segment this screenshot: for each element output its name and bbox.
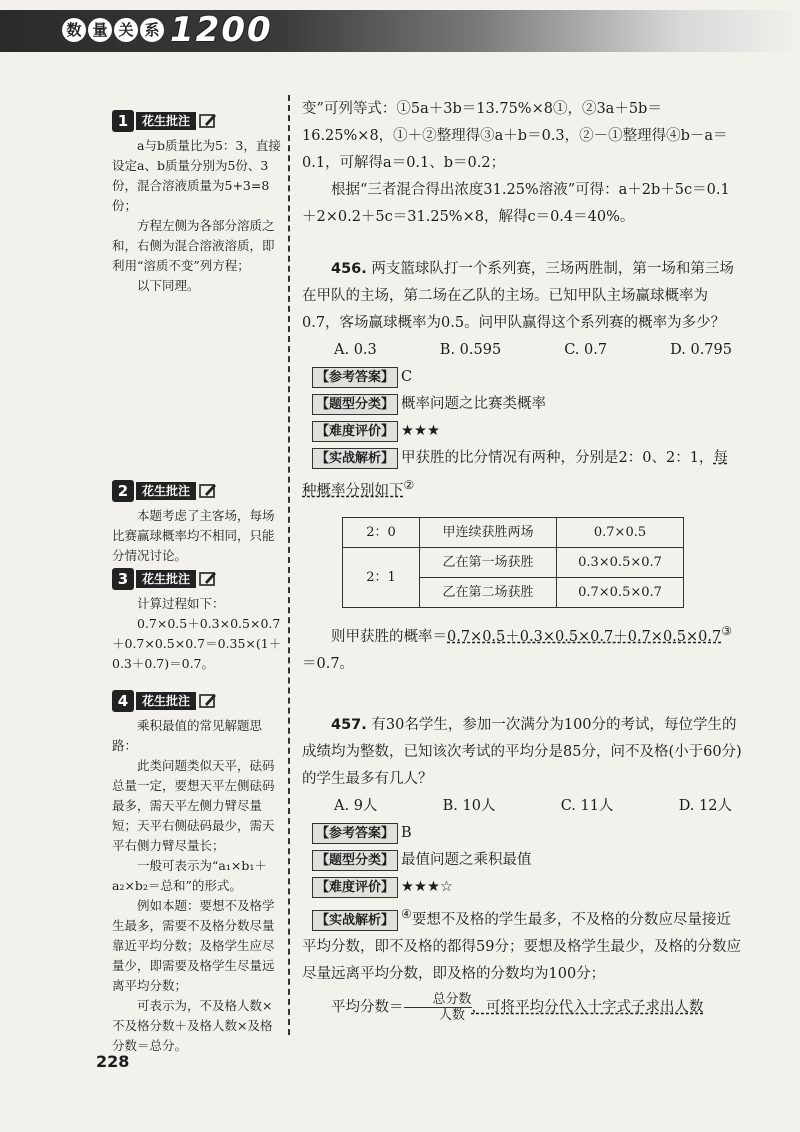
note-label: 花生批注	[136, 570, 196, 588]
options-row	[302, 793, 742, 820]
analysis-tag: 【实战解析】	[312, 448, 398, 469]
difficulty-tag: 【难度评价】	[312, 421, 398, 442]
difficulty-stars: ★★★	[401, 423, 441, 439]
note-ref: ④	[401, 907, 412, 921]
note-badge	[112, 110, 282, 132]
note-number: 2	[112, 480, 134, 502]
answer-tag: 【参考答案】	[312, 367, 398, 388]
table-cell: 乙在第一场获胜	[420, 547, 557, 577]
note-paragraph: a与b质量比为5：3，直接设定a、b质量分别为5份、3份，混合溶液质量为5+3=8份；	[112, 138, 281, 213]
note-paragraph: 此类问题类似天平，砝码总量一定，要想天平左侧砝码最多，需天平左侧力臂尽量短；天平右侧砝码最少，需天平右侧力臂尽量长；	[112, 758, 275, 853]
note-badge	[112, 568, 282, 590]
note-badge	[112, 480, 282, 502]
header-number: 1200	[170, 10, 273, 50]
table-cell: 0.7×0.5×0.7	[557, 577, 684, 607]
question-number: 457.	[331, 717, 367, 733]
note-badge	[112, 690, 282, 712]
note-number: 3	[112, 568, 134, 590]
answer-value: B	[401, 825, 412, 841]
table-cell: 甲连续获胜两场	[420, 517, 557, 547]
result-value: ＝0.7。	[302, 655, 355, 672]
analysis-text: 甲获胜的比分情况有两种，分别是2：0、2：1，	[401, 450, 714, 466]
fraction-denominator: 人数	[439, 1007, 466, 1023]
option: D. 0.795	[670, 342, 732, 358]
question-stem: 两支篮球队打一个系列赛，三场两胜制，第一场和第三场在甲队的主场，第二场在乙队的主场。已知甲队主场赢球概率为0.7，客场赢球概率为0.5。问甲队赢得这个系列赛的概率为多少？	[302, 261, 734, 331]
note-ref: ③	[721, 623, 733, 638]
fraction	[404, 992, 472, 1023]
pen-icon	[199, 570, 217, 588]
continuation-text: 变”可列等式：①5a＋3b＝13.75%×8①，②3a＋5b＝16.25%×8，①＋②整理得③a＋b＝0.3，②－①整理得④b－a＝0.1，可解得a＝0.1、b＝0.2；	[302, 101, 728, 171]
header-title	[62, 10, 273, 50]
note-paragraph: 一般可表示为“a₁×b₁＋a₂×b₂＝总和”的形式。	[112, 858, 267, 893]
column-divider	[288, 95, 290, 1035]
note-paragraph: 0.7×0.5＋0.3×0.5×0.7＋0.7×0.5×0.7＝0.35×(1＋0.3＋0.7)＝0.7。	[112, 616, 282, 671]
note-label: 花生批注	[136, 482, 196, 500]
type-tag: 【题型分类】	[312, 394, 398, 415]
fraction-numerator: 总分数	[404, 992, 472, 1008]
note-paragraph: 例如本题：要想不及格学生最多，需要不及格分数尽量靠近平均分数；及格学生应尽量少，即需要及格学生尽量远离平均分数；	[112, 898, 275, 993]
table-cell: 乙在第二场获胜	[420, 577, 557, 607]
header-subtitle-char: 量	[88, 18, 112, 42]
option: A. 9人	[334, 798, 378, 814]
sidebar-note-1	[112, 110, 282, 296]
difficulty-tag: 【难度评价】	[312, 877, 398, 898]
sidebar-note-2	[112, 480, 282, 566]
note-number: 4	[112, 690, 134, 712]
question-number: 456.	[331, 261, 367, 277]
formula-lhs: 平均分数＝	[331, 999, 404, 1016]
score-table	[342, 517, 684, 608]
options-row	[302, 337, 742, 364]
analysis-underlined: 每种概率分别如下	[302, 450, 728, 499]
option: B. 0.595	[439, 342, 502, 358]
continuation-block	[302, 96, 742, 231]
analysis-tag: 【实战解析】	[312, 910, 398, 931]
pen-icon	[199, 112, 217, 130]
table-cell: 2：0	[343, 517, 420, 547]
type-tag: 【题型分类】	[312, 850, 398, 871]
difficulty-stars: ★★★☆	[401, 879, 454, 895]
question-stem: 有30名学生，参加一次满分为100分的考试，每位学生的成绩均为整数，已知该次考试的平均分是85分，问不及格(小于60分)的学生最多有几人？	[302, 717, 742, 787]
header-subtitle-char: 关	[114, 18, 138, 42]
type-value: 最值问题之乘积最值	[401, 852, 532, 868]
header-subtitle-char: 数	[62, 18, 86, 42]
analysis-text: 要想不及格的学生最多，不及格的分数应尽量接近平均分数，即不及格的都得59分；要想及格学生最少，及格的分数应尽量远离平均分数，即及格的分数均为100分；	[302, 911, 741, 982]
formula-tail: ，可将平均分代入十字式子求出人数	[471, 999, 704, 1016]
result-formula: 0.7×0.5＋0.3×0.5×0.7＋0.7×0.5×0.7	[447, 628, 722, 645]
option: C. 0.7	[564, 342, 608, 358]
table-cell: 0.3×0.5×0.7	[557, 547, 684, 577]
continuation-text: 根据“三者混合得出浓度31.25%溶液”可得：a＋2b＋5c＝0.1＋2×0.2＋5c＝31.25%×8，解得c＝0.4＝40%。	[302, 182, 730, 225]
table-row	[343, 517, 684, 547]
question-456	[302, 256, 742, 678]
table-cell: 2：1	[343, 547, 420, 607]
note-number: 1	[112, 110, 134, 132]
note-ref: ②	[403, 478, 415, 492]
table-row	[343, 547, 684, 577]
option: D. 12人	[678, 798, 732, 814]
pen-icon	[199, 482, 217, 500]
sidebar-note-3	[112, 568, 282, 674]
option: B. 10人	[442, 798, 496, 814]
note-paragraph: 计算过程如下：	[137, 596, 225, 611]
note-paragraph: 本题考虑了主客场，每场比赛赢球概率均不相同，只能分情况讨论。	[112, 508, 275, 563]
sidebar-note-4	[112, 690, 282, 1056]
note-paragraph: 乘积最值的常见解题思路：	[112, 718, 263, 753]
answer-tag: 【参考答案】	[312, 823, 398, 844]
note-label: 花生批注	[136, 692, 196, 710]
header-subtitle-char: 系	[140, 18, 164, 42]
table-cell: 0.7×0.5	[557, 517, 684, 547]
note-paragraph: 以下同理。	[137, 278, 200, 293]
header-subtitle	[62, 18, 164, 42]
result-text: 则甲获胜的概率＝	[331, 628, 447, 645]
note-label: 花生批注	[136, 112, 196, 130]
pen-icon	[199, 692, 217, 710]
option: C. 11人	[560, 798, 614, 814]
question-457	[302, 712, 742, 1023]
option: A. 0.3	[334, 342, 377, 358]
note-paragraph: 方程左侧为各部分溶质之和，右侧为混合溶液溶质，即利用“溶质不变”列方程；	[112, 218, 275, 273]
type-value: 概率问题之比赛类概率	[401, 396, 547, 412]
page-number: 228	[96, 1052, 130, 1071]
note-paragraph: 可表示为，不及格人数×不及格分数＋及格人数×及格分数＝总分。	[112, 998, 273, 1053]
answer-value: C	[401, 369, 413, 385]
